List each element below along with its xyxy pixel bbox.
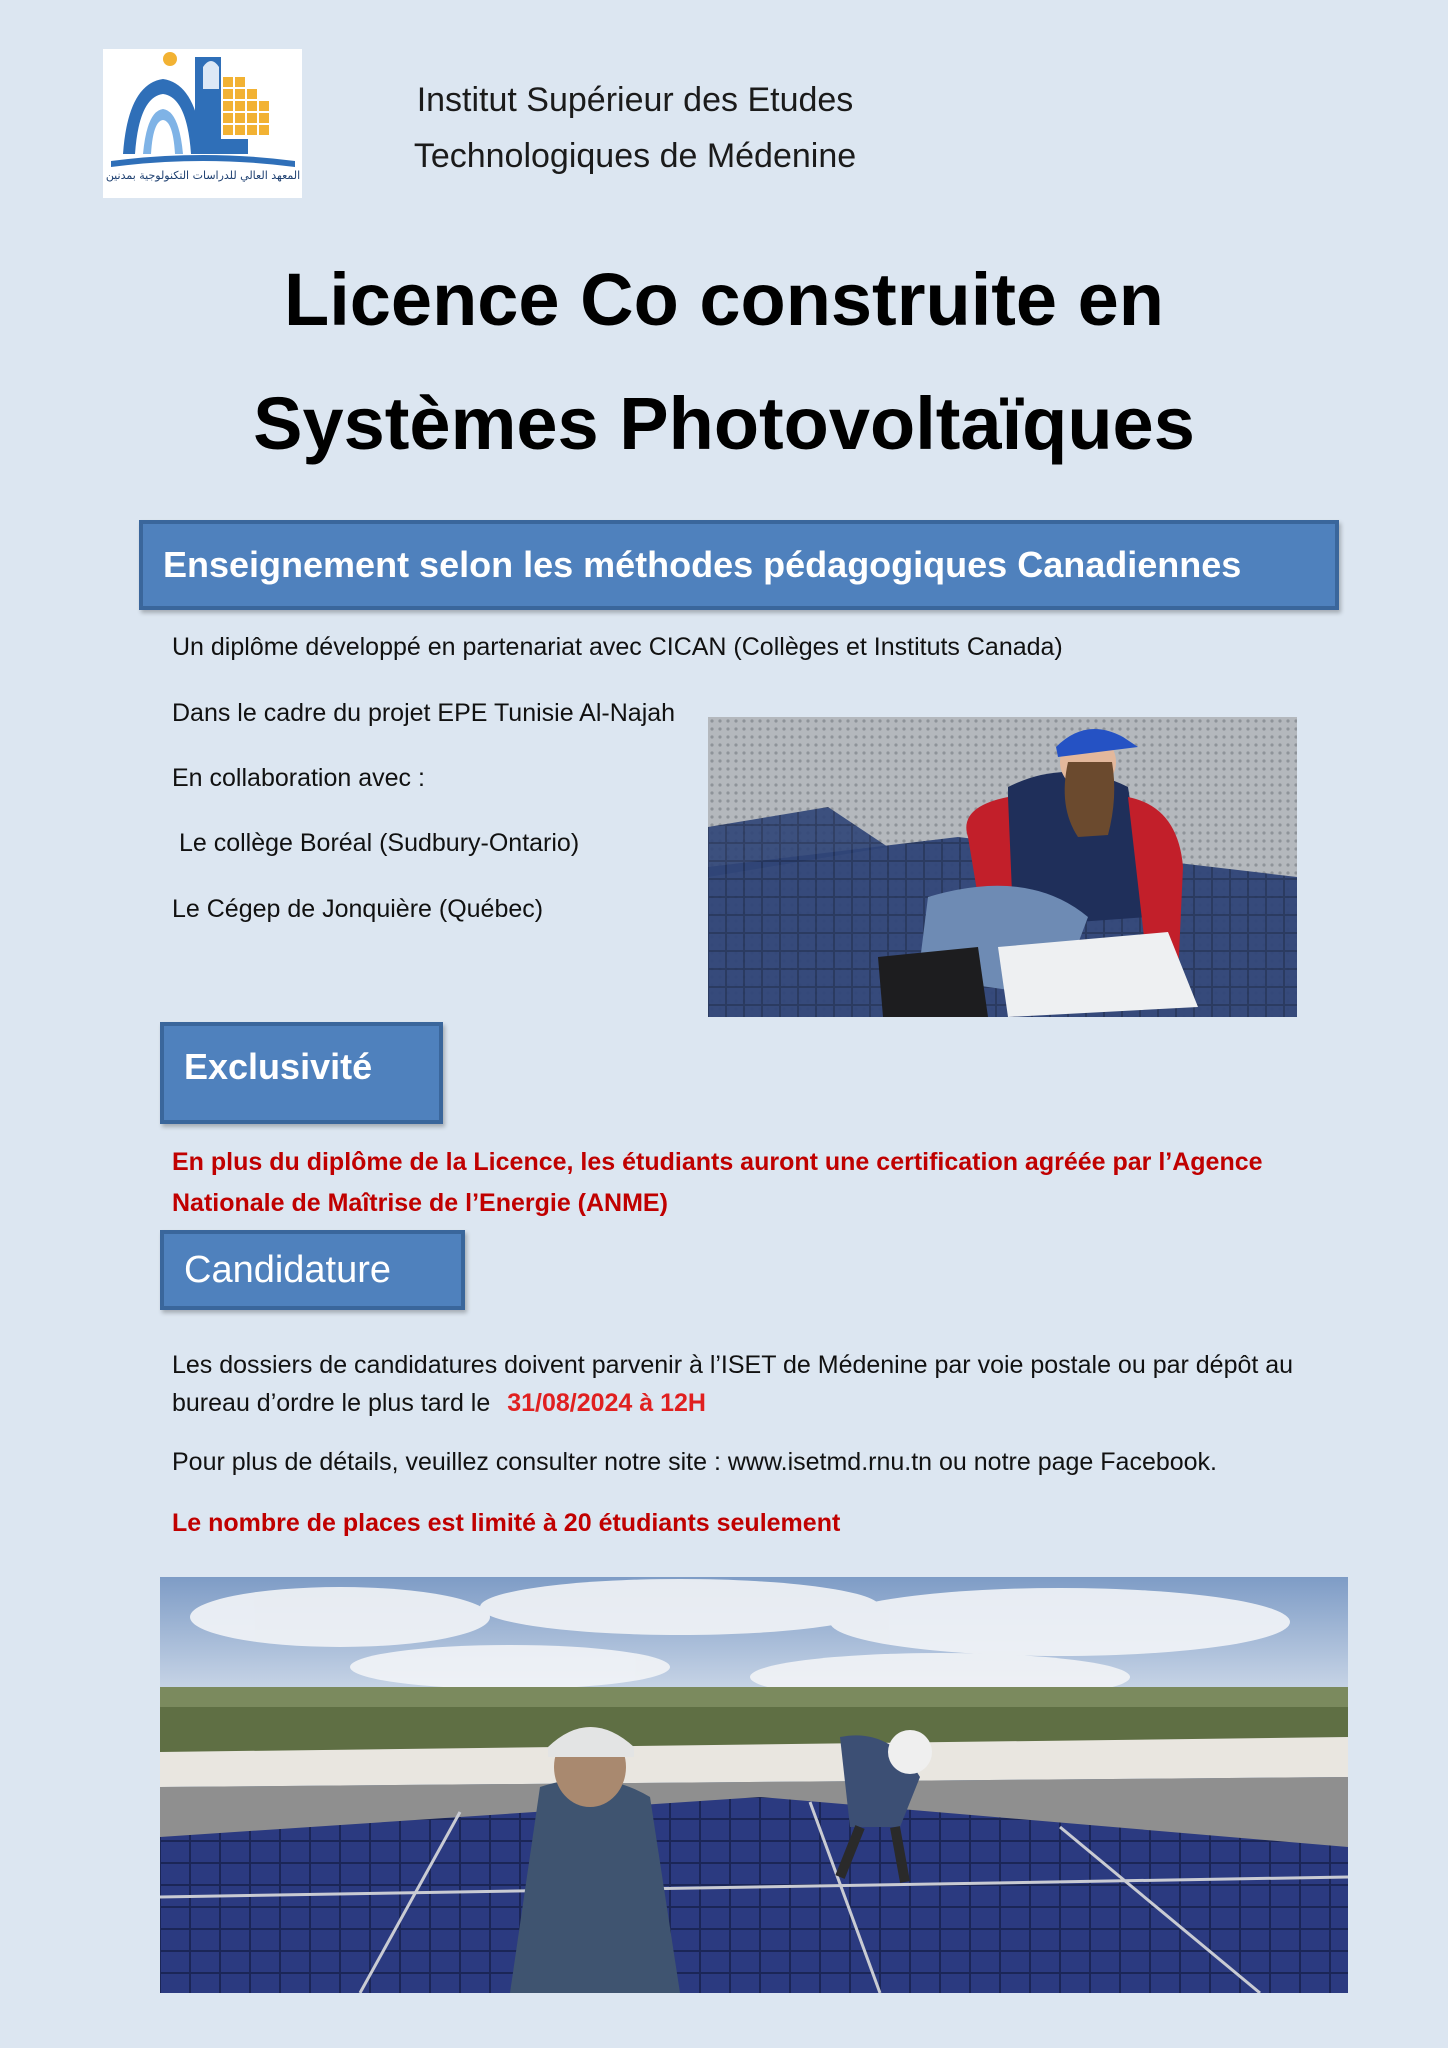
teaching-line-5: Le Cégep de Jonquière (Québec) [172, 895, 544, 923]
teaching-heading: Enseignement selon les méthodes pédagogiques Canadiennes [163, 544, 1242, 585]
candidature-line2-text: bureau d’ordre le plus tard le [172, 1389, 491, 1417]
section-header-candidature [160, 1230, 465, 1310]
title-line2: Systèmes Photovoltaïques [253, 382, 1195, 465]
institute-name-line2: Technologiques de Médenine [413, 137, 857, 175]
details-line: Pour plus de détails, veuillez consulter notre site : www.isetmd.rnu.tn ou notre page Facebook. [172, 1448, 1218, 1476]
teaching-line-4: Le collège Boréal (Sudbury-Ontario) [172, 829, 580, 857]
photo-solar-installation [160, 1577, 1348, 1993]
photo-technician-graphic [708, 717, 1297, 1017]
candidature-heading: Candidature [184, 1248, 392, 1291]
exclusivity-heading: Exclusivité [184, 1046, 373, 1087]
deadline: 31/08/2024 à 12H [507, 1389, 706, 1417]
institute-logo [103, 49, 302, 198]
logo-graphic [103, 49, 302, 198]
teaching-line-2: Dans le cadre du projet EPE Tunisie Al-Najah [172, 699, 676, 727]
photo-installation-graphic [160, 1577, 1348, 1993]
page-title [130, 238, 1318, 486]
teaching-line-3: En collaboration avec : [172, 764, 425, 792]
places-limit: Le nombre de places est limité à 20 étudiants seulement [172, 1509, 841, 1537]
teaching-line-1: Un diplôme développé en partenariat avec CICAN (Collèges et Instituts Canada) [172, 633, 1063, 661]
exclusivity-text-line1: En plus du diplôme de la Licence, les étudiants auront une certification agréée par l’Agence [172, 1148, 1263, 1176]
title-line1: Licence Co construite en [284, 258, 1164, 341]
section-header-exclusivity [160, 1022, 443, 1124]
logo-caption: المعهد العالي للدراسات التكنولوجية بمدنين [105, 169, 301, 182]
exclusivity-text-line2: Nationale de Maîtrise de l’Energie (ANME) [172, 1189, 668, 1217]
institute-name [380, 72, 890, 184]
section-header-teaching [139, 520, 1339, 610]
exclusivity-text [172, 1142, 1263, 1224]
photo-technician-laptop [708, 717, 1297, 1017]
candidature-line2 [172, 1384, 1293, 1422]
candidature-paragraph [172, 1346, 1293, 1422]
institute-name-line1: Institut Supérieur des Etudes [416, 81, 854, 119]
candidature-line1: Les dossiers de candidatures doivent parvenir à l’ISET de Médenine par voie postale ou par dépôt au [172, 1351, 1294, 1379]
